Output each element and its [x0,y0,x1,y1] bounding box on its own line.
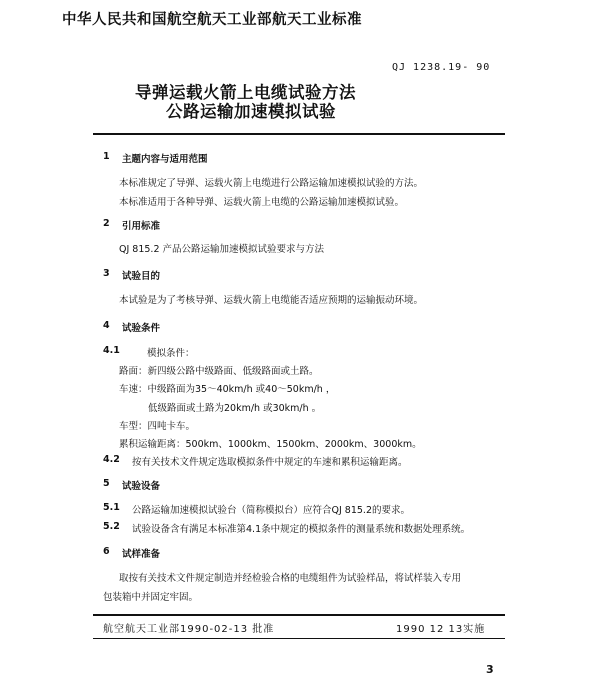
section-6-para-1: 取按有关技术文件规定制造并经检验合格的电缆组件为试验样品，将试样装入专用 [119,573,462,584]
section-3-heading: 试验目的 [122,271,161,282]
section-4-number: 4 [103,320,110,331]
clause-4-2-number: 4.2 [103,454,120,465]
effective-date: 1990 12 13实施 [396,624,486,635]
condition-road: 路面：新四级公路中级路面、低级路面或土路。 [119,366,319,377]
publisher-header: 中华人民共和国航空航天工业部航天工业标准 [62,12,362,28]
section-2-heading: 引用标准 [122,221,161,232]
clause-5-1-text: 公路运输加速模拟试验台（简称模拟台）应符合QJ 815.2的要求。 [132,505,410,516]
footer-rule-top [93,614,505,616]
page-number: 3 [486,663,494,676]
document-title-line1: 导弹运载火箭上电缆试验方法 [135,83,356,102]
section-2-number: 2 [103,218,110,229]
section-1-heading: 主题内容与适用范围 [122,154,208,165]
section-1-para-2: 本标准适用于各种导弹、运载火箭上电缆的公路运输加速模拟试验。 [119,197,405,208]
section-5-number: 5 [103,478,110,489]
section-4-heading: 试验条件 [122,323,161,334]
footer-rule-bottom [93,638,505,639]
section-6-para-2: 包装箱中并固定牢固。 [103,592,199,603]
section-3-para: 本试验是为了考核导弹、运载火箭上电缆能否适应预期的运输振动环境。 [119,295,424,306]
clause-4-1-heading: 模拟条件： [147,348,195,359]
clause-5-1-number: 5.1 [103,502,120,513]
clause-5-2-text: 试验设备含有满足本标准第4.1条中规定的模拟条件的测量系统和数据处理系统。 [132,524,471,535]
section-3-number: 3 [103,268,110,279]
standard-code: QJ 1238.19- 90 [392,62,491,73]
condition-distance: 累积运输距离：500km、1000km、1500km、2000km、3000km。 [119,439,422,450]
section-6-heading: 试样准备 [122,549,161,560]
document-title-line2: 公路运输加速模拟试验 [166,102,336,121]
clause-4-1-number: 4.1 [103,345,120,356]
condition-speed-2: 低级路面或土路为20km/h 或30km/h 。 [148,403,322,414]
section-6-number: 6 [103,546,110,557]
section-1-para-1: 本标准规定了导弹、运载火箭上电缆进行公路运输加速模拟试验的方法。 [119,178,424,189]
approval-line: 航空航天工业部1990-02-13 批准 [103,624,275,635]
condition-truck: 车型：四吨卡车。 [119,421,196,432]
section-2-reference: QJ 815.2 产品公路运输加速模拟试验要求与方法 [119,244,325,255]
title-rule [93,133,505,135]
clause-4-2-text: 按有关技术文件规定选取模拟条件中规定的车速和累积运输距离。 [132,457,408,468]
condition-speed-1: 车速：中级路面为35～40km/h 或40～50km/h ， [119,384,336,395]
section-1-number: 1 [103,151,110,162]
section-5-heading: 试验设备 [122,481,161,492]
clause-5-2-number: 5.2 [103,521,120,532]
